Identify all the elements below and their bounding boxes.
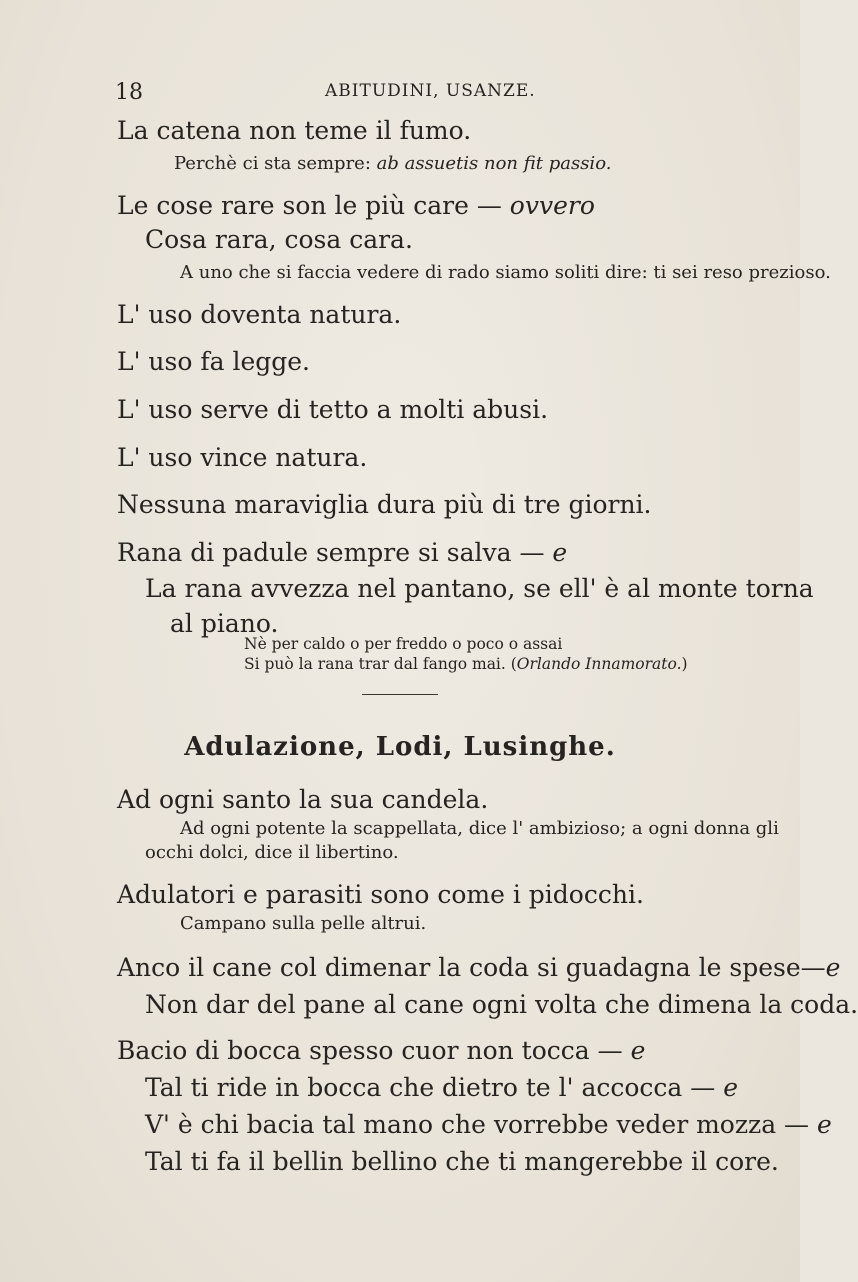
proverb-variant: Cosa rara, cosa cara. [145, 225, 413, 254]
proverb-note: Perchè ci sta sempre: ab assuetis non fit passio. [174, 153, 612, 174]
proverb-line: Le cose rare son le più care — ovvero [117, 191, 595, 220]
proverb-line: Rana di padule sempre si salva — e [117, 538, 568, 567]
proverb-variant: V' è chi bacia tal mano che vorrebbe veder mozza — e [145, 1110, 832, 1139]
proverb-line: L' uso fa legge. [117, 347, 310, 376]
section-title: Adulazione, Lodi, Lusinghe. [184, 732, 616, 762]
running-title: ABITUDINI, USANZE. [325, 81, 536, 101]
proverb-variant: Tal ti fa il bellin bellino che ti mangerebbe il core. [145, 1147, 779, 1176]
verse-quote: Si può la rana trar dal fango mai. (Orlando Innamorato.) [244, 655, 688, 673]
section-divider [362, 694, 438, 695]
proverb-line: La catena non teme il fumo. [117, 116, 472, 145]
proverb-variant: al piano. [170, 609, 279, 638]
proverb-line: Adulatori e parasiti sono come i pidocchi. [117, 880, 644, 909]
proverb-note: Campano sulla pelle altrui. [180, 913, 427, 934]
proverb-note: occhi dolci, dice il libertino. [145, 842, 399, 863]
proverb-line: L' uso vince natura. [117, 443, 368, 472]
proverb-variant: Non dar del pane al cane ogni volta che dimena la coda. [145, 990, 858, 1019]
proverb-line: Nessuna maraviglia dura più di tre giorni. [117, 490, 652, 519]
proverb-line: Ad ogni santo la sua candela. [117, 785, 489, 814]
proverb-line: Anco il cane col dimenar la coda si guadagna le spese—e [117, 953, 841, 982]
proverb-line: L' uso serve di tetto a molti abusi. [117, 395, 549, 424]
proverb-note: A uno che si faccia vedere di rado siamo soliti dire: ti sei reso prezioso. [180, 262, 831, 283]
proverb-line: L' uso doventa natura. [117, 300, 402, 329]
page-number: 18 [115, 80, 143, 105]
verse-quote: Nè per caldo o per freddo o poco o assai [244, 635, 563, 653]
proverb-variant: La rana avvezza nel pantano, se ell' è al monte torna [145, 574, 814, 603]
proverb-line: Bacio di bocca spesso cuor non tocca — e [117, 1036, 646, 1065]
proverb-variant: Tal ti ride in bocca che dietro te l' accocca — e [145, 1073, 739, 1102]
proverb-note: Ad ogni potente la scappellata, dice l' ambizioso; a ogni donna gli [180, 818, 779, 839]
